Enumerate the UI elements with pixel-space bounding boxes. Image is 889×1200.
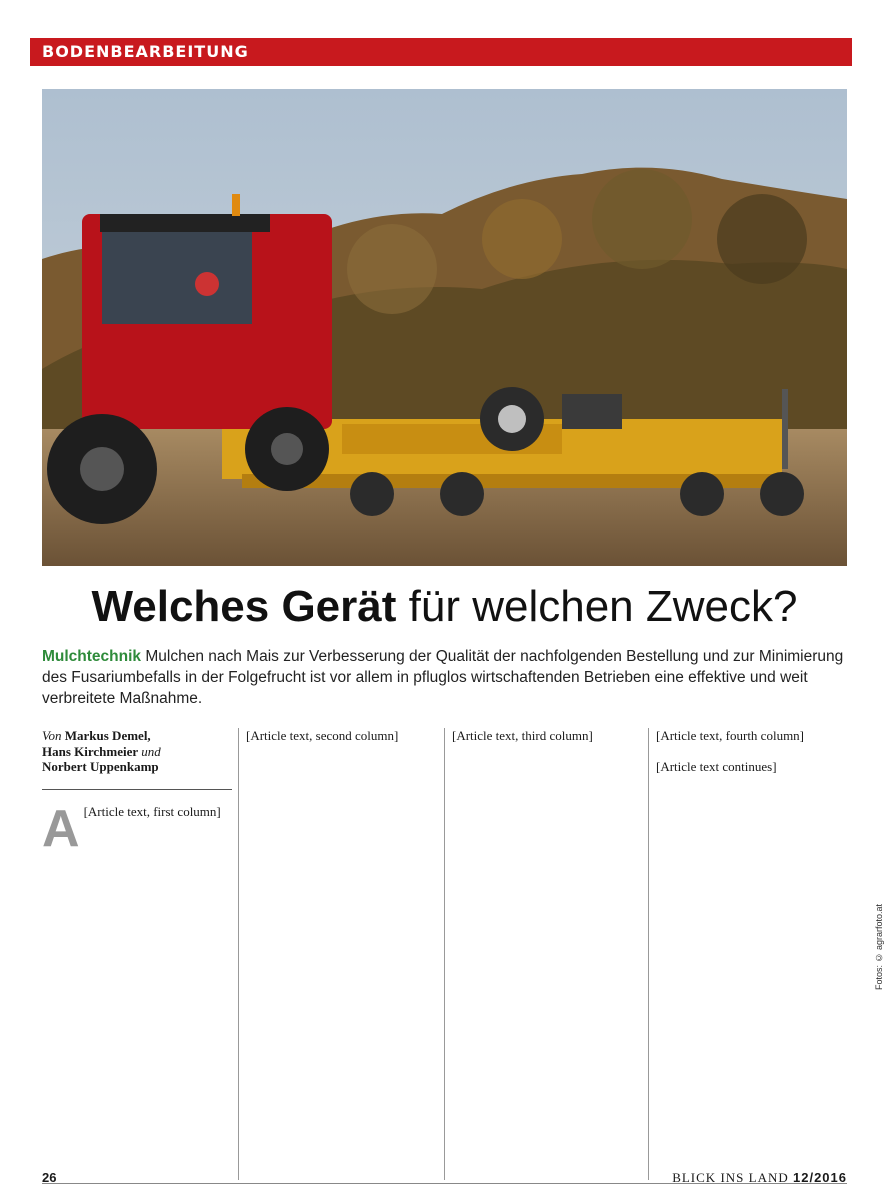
lead-paragraph	[42, 646, 847, 709]
column-4-paragraph-1: [Article text, fourth column]	[656, 728, 805, 743]
column-2	[246, 728, 436, 744]
byline-author-2: Hans Kirchmeier	[42, 743, 138, 759]
byline-von: Von	[42, 728, 62, 743]
title-rest: für welchen Zweck?	[396, 582, 798, 631]
column-divider	[444, 728, 445, 1180]
byline	[42, 728, 232, 775]
byline-und: und	[141, 743, 161, 759]
tractor-mulcher-photo	[42, 89, 847, 566]
lead-text: Mulchen nach Mais zur Verbesserung der Qualität der nachfolgenden Bestellung und zur Minimierung des Fusariumbefalls in der Folgefrucht ist vor allem in pfluglos wirtschaftenden Betrieben eine effektive und weit verbreitete Maßnahme.	[42, 648, 844, 707]
magazine-footer	[672, 1170, 847, 1186]
page-number: 26	[42, 1170, 57, 1185]
column-divider	[648, 728, 649, 1180]
column-1	[42, 728, 232, 858]
dropcap: A	[42, 799, 80, 858]
magazine-name: BLICK INS LAND	[672, 1170, 789, 1185]
column-3-text: [Article text, third column]	[452, 728, 593, 743]
article-title	[0, 582, 889, 632]
column-1-body	[42, 799, 232, 858]
section-label: BODENBEARBEITUNG	[42, 42, 249, 61]
photo-credit: Fotos: © agrarfoto.at	[874, 903, 884, 990]
byline-author-1: Markus Demel,	[64, 728, 151, 743]
title-bold: Welches Gerät	[91, 582, 397, 631]
column-divider	[238, 728, 239, 1180]
lead-keyword: Mulchtechnik	[42, 648, 142, 665]
section-header	[30, 38, 852, 66]
issue-number: 12/2016	[793, 1170, 847, 1185]
byline-rule	[42, 789, 232, 790]
column-4	[656, 728, 846, 774]
column-2-text: [Article text, second column]	[246, 728, 399, 743]
column-4-paragraph-2: [Article text continues]	[656, 758, 777, 774]
column-3	[452, 728, 642, 744]
column-1-text: [Article text, first column]	[83, 803, 221, 819]
byline-author-3: Norbert Uppenkamp	[42, 759, 159, 775]
